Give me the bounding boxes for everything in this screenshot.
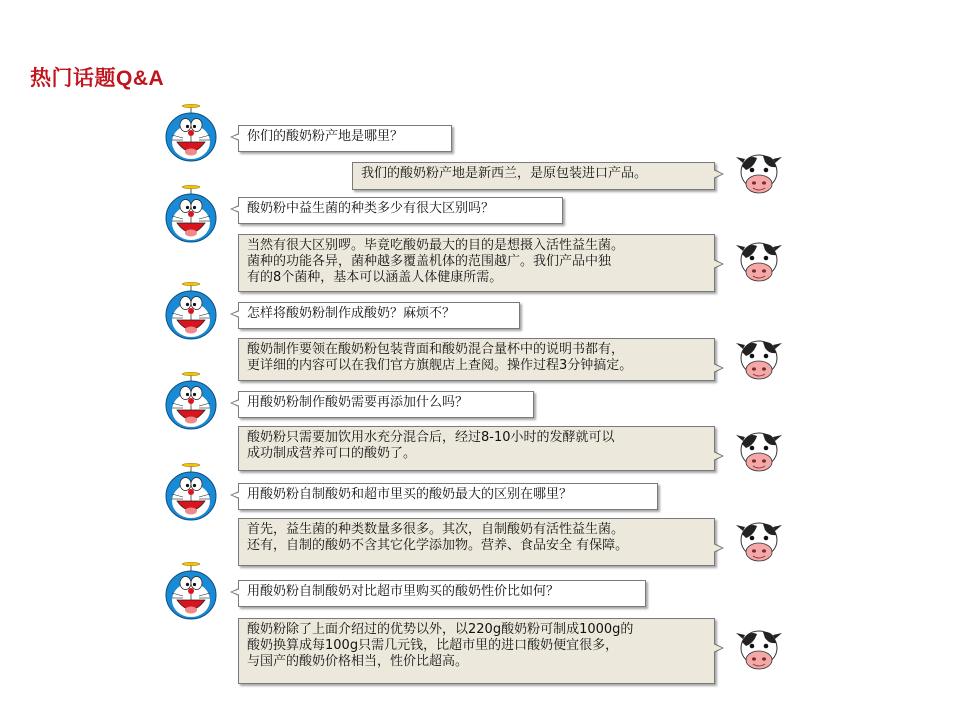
cow-icon	[734, 518, 784, 564]
answer-line: 酸奶粉除了上面介绍过的优势以外，以220g酸奶粉可制成1000g的	[247, 622, 634, 637]
page-title	[30, 62, 164, 92]
question-bubble-1	[238, 125, 452, 152]
question-text-3: 怎样将酸奶粉制作成酸奶？麻烦不？	[247, 306, 456, 321]
cow-icon	[734, 238, 784, 284]
doraemon-icon	[164, 184, 218, 244]
answer-line: 当然有很大区别啰。毕竟吃酸奶最大的目的是想摄入活性益生菌。	[247, 238, 625, 253]
cow-icon	[734, 428, 784, 474]
doraemon-icon	[164, 103, 218, 163]
question-text-4: 用酸奶粉制作酸奶需要再添加什么吗？	[247, 395, 469, 410]
answer-line: 酸奶粉只需要加饮用水充分混合后，经过8-10小时的发酵就可以	[247, 430, 615, 445]
question-text-5: 用酸奶粉自制酸奶和超市里买的酸奶最大的区别在哪里？	[247, 487, 573, 502]
answer-line: 酸奶换算成每100g只需几元钱，比超市里的进口酸奶便宜很多，	[247, 638, 619, 653]
answer-line: 菌种的功能各异，菌种越多覆盖机体的范围越广。我们产品中独	[247, 254, 612, 269]
doraemon-icon	[164, 462, 218, 522]
doraemon-icon	[164, 281, 218, 341]
cow-icon	[734, 626, 784, 672]
answer-line: 更详细的内容可以在我们官方旗舰店上查阅。操作过程3分钟搞定。	[247, 358, 633, 373]
question-bubble-5	[238, 483, 658, 510]
question-bubble-4	[238, 391, 534, 418]
cow-icon	[734, 150, 784, 196]
doraemon-icon	[164, 371, 218, 431]
answer-line: 成功制成营养可口的酸奶了。	[247, 446, 417, 461]
answer-line: 首先，益生菌的种类数量多很多。其次，自制酸奶有活性益生菌。	[247, 522, 625, 537]
question-bubble-6	[238, 580, 646, 607]
cow-icon	[734, 336, 784, 382]
answer-line: 我们的酸奶粉产地是新西兰，是原包装进口产品。	[361, 166, 648, 181]
answer-bubble-5	[238, 518, 715, 566]
answer-bubble-1	[352, 162, 715, 190]
page-title-en: Q&A	[116, 67, 165, 90]
question-bubble-2	[238, 197, 563, 224]
answer-line: 酸奶制作要领在酸奶粉包装背面和酸奶混合量杯中的说明书都有，	[247, 342, 625, 357]
answer-line: 还有，自制的酸奶不含其它化学添加物。营养、食品安全 有保障。	[247, 538, 629, 553]
answer-bubble-2	[238, 234, 715, 292]
answer-bubble-4	[238, 426, 715, 471]
answer-bubble-3	[238, 338, 715, 381]
question-text-2: 酸奶粉中益生菌的种类多少有很大区别吗？	[247, 201, 495, 216]
question-text-6: 用酸奶粉自制酸奶对比超市里购买的酸奶性价比如何？	[247, 584, 560, 599]
answer-line: 与国产的酸奶价格相当，性价比超高。	[247, 654, 469, 669]
question-bubble-3	[238, 302, 520, 329]
answer-bubble-6	[238, 618, 715, 684]
doraemon-icon	[164, 561, 218, 621]
page-title-cn: 热门话题	[30, 65, 116, 90]
question-text-1: 你们的酸奶粉产地是哪里？	[247, 129, 404, 144]
answer-line: 有的8个菌种，基本可以涵盖人体健康所需。	[247, 270, 503, 285]
